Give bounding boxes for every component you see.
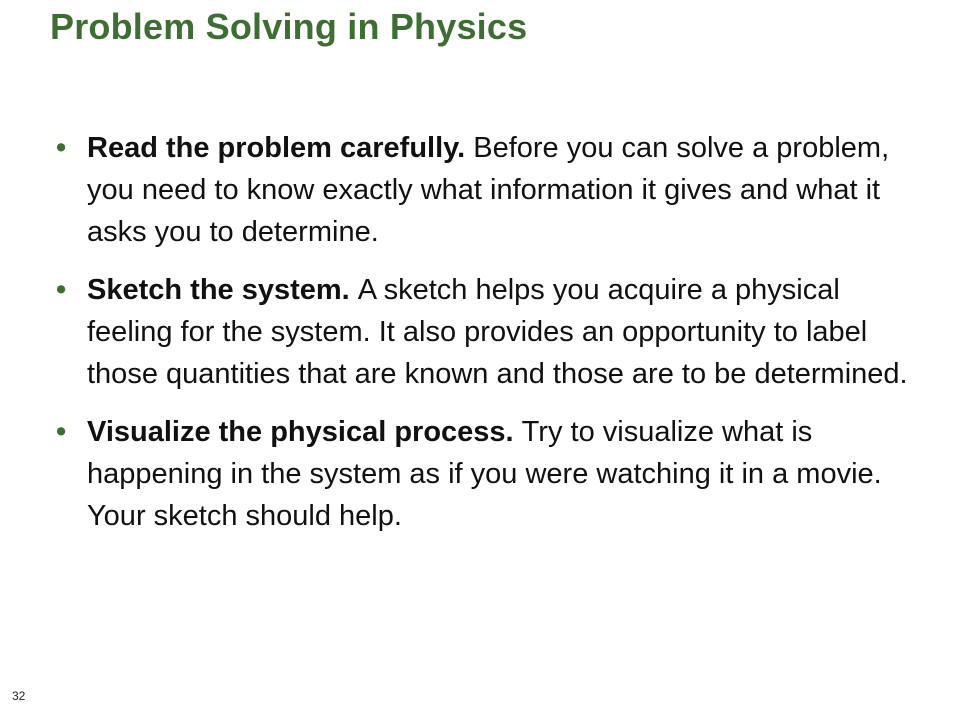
bullet-lead-visualize-process: Visualize the physical process.	[87, 416, 522, 448]
slide-title: Problem Solving in Physics	[50, 6, 528, 47]
bullet-item-read-problem	[50, 127, 910, 253]
bullet-text-read-problem: Before you can solve a problem, you need to know exactly what information it gives and what it asks you to determine.	[87, 132, 890, 248]
bullet-item-sketch-system	[50, 269, 910, 395]
bullet-lead-sketch-system: Sketch the system.	[87, 274, 358, 306]
bullet-dot-icon: •	[56, 416, 67, 448]
bullet-lead-read-problem: Read the problem carefully.	[87, 132, 474, 164]
bullet-text-sketch-system: A sketch helps you acquire a physical feeling for the system. It also provides an opportunity to label those quantities that are known and those are to be determined.	[87, 274, 908, 390]
bullet-list	[50, 127, 910, 553]
bullet-dot-icon: •	[56, 132, 67, 164]
page-number: 32	[12, 689, 26, 703]
bullet-text-visualize-process: Try to visualize what is happening in the system as if you were watching it in a movie. Your sketch should help.	[87, 416, 882, 532]
bullet-item-visualize-process	[50, 411, 910, 537]
bullet-dot-icon: •	[56, 274, 67, 306]
